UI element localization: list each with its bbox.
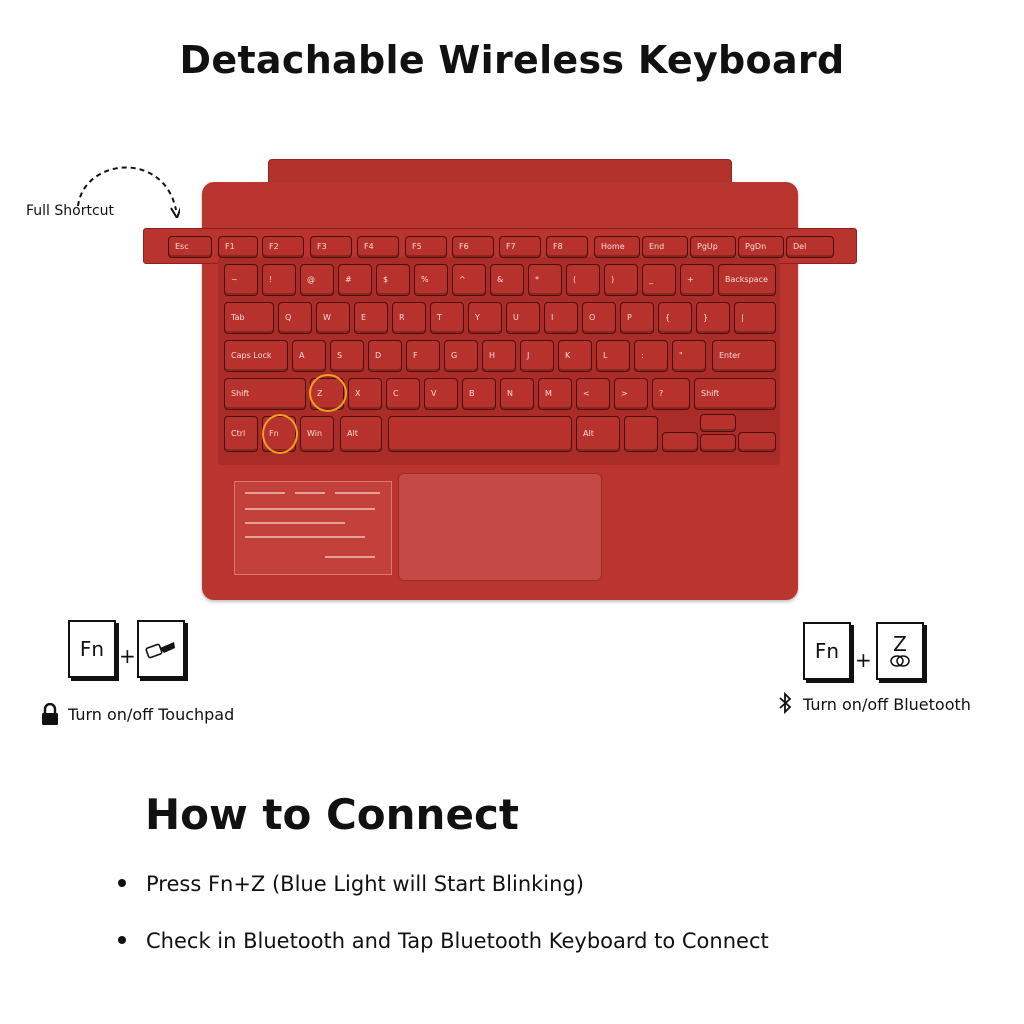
- key-v: V: [424, 378, 458, 410]
- key-p: P: [620, 302, 654, 334]
- key-i: I: [544, 302, 578, 334]
- bullet-icon: [118, 936, 126, 944]
- key-pgdn: PgDn: [738, 236, 784, 258]
- key-t: T: [430, 302, 464, 334]
- key-9: (: [566, 264, 600, 296]
- fn-key-highlight: [262, 414, 298, 454]
- key-greater-than: >: [614, 378, 648, 410]
- key-r: R: [392, 302, 426, 334]
- key-arrow-right: [738, 432, 776, 452]
- key-arrow-up: [700, 414, 736, 432]
- touchpad: [398, 473, 602, 581]
- key-8: *: [528, 264, 562, 296]
- key-4: $: [376, 264, 410, 296]
- key-3: #: [338, 264, 372, 296]
- key-right-alt: Alt: [576, 416, 620, 452]
- key-d: D: [368, 340, 402, 372]
- touchpad-keycap: [137, 620, 185, 678]
- key-colon: :: [634, 340, 668, 372]
- z-key-highlight: [309, 374, 347, 412]
- fn-keycap-bluetooth: Fn: [803, 622, 851, 680]
- key-u: U: [506, 302, 540, 334]
- key-question: ?: [652, 378, 690, 410]
- key-o: O: [582, 302, 616, 334]
- key-s: S: [330, 340, 364, 372]
- key-f: F: [406, 340, 440, 372]
- key-f6: F6: [452, 236, 494, 258]
- key-minus: _: [642, 264, 676, 296]
- key-quote: ": [672, 340, 706, 372]
- lock-icon: [41, 703, 59, 725]
- bullet-icon: [118, 879, 126, 887]
- key-arrow-down: [700, 434, 736, 452]
- key-left-shift: Shift: [224, 378, 306, 410]
- key-f5: F5: [405, 236, 447, 258]
- key-f2: F2: [262, 236, 304, 258]
- key-pgup: PgUp: [690, 236, 736, 258]
- list-item: Check in Bluetooth and Tap Bluetooth Keyboard to Connect: [118, 929, 769, 953]
- z-keycap: Z: [876, 622, 924, 680]
- key-h: H: [482, 340, 516, 372]
- key-enter: Enter: [712, 340, 776, 372]
- bluetooth-shortcut-description: Turn on/off Bluetooth: [803, 695, 971, 714]
- key-right-shift: Shift: [694, 378, 776, 410]
- key-7: &: [490, 264, 524, 296]
- key-g: G: [444, 340, 478, 372]
- key-space: [388, 416, 572, 452]
- key-j: J: [520, 340, 554, 372]
- key-left-brace: {: [658, 302, 692, 334]
- bluetooth-link-icon: [889, 654, 911, 668]
- plus-sign: +: [119, 644, 136, 668]
- key-k: K: [558, 340, 592, 372]
- key-6: ^: [452, 264, 486, 296]
- key-right-brace: }: [696, 302, 730, 334]
- key-end: End: [642, 236, 688, 258]
- key-f8: F8: [546, 236, 588, 258]
- key-x: X: [348, 378, 382, 410]
- key-less-than: <: [576, 378, 610, 410]
- key-menu: [624, 416, 658, 452]
- full-shortcut-label: Full Shortcut: [26, 203, 115, 219]
- key-tab: Tab: [224, 302, 274, 334]
- key-c: C: [386, 378, 420, 410]
- key-0: ): [604, 264, 638, 296]
- key-2: @: [300, 264, 334, 296]
- page-title: Detachable Wireless Keyboard: [179, 38, 845, 82]
- bluetooth-icon: [778, 692, 792, 714]
- key-del: Del: [786, 236, 834, 258]
- key-plus: +: [680, 264, 714, 296]
- key-arrow-left: [662, 432, 698, 452]
- key-w: W: [316, 302, 350, 334]
- key-fn: Fn: [262, 416, 296, 452]
- key-n: N: [500, 378, 534, 410]
- key-esc: Esc: [168, 236, 212, 258]
- key-left-alt: Alt: [340, 416, 382, 452]
- key-backspace: Backspace: [718, 264, 776, 296]
- key-tilde: ~: [224, 264, 258, 296]
- key-q: Q: [278, 302, 312, 334]
- key-y: Y: [468, 302, 502, 334]
- fn-keycap: Fn: [68, 620, 116, 678]
- key-m: M: [538, 378, 572, 410]
- touchpad-shortcut-description: Turn on/off Touchpad: [68, 705, 235, 724]
- key-b: B: [462, 378, 496, 410]
- key-z: Z: [310, 378, 344, 410]
- plus-sign-bluetooth: +: [855, 648, 872, 672]
- key-a: A: [292, 340, 326, 372]
- list-item: Press Fn+Z (Blue Light will Start Blinking): [118, 872, 584, 896]
- key-5: %: [414, 264, 448, 296]
- touchpad-toggle-icon: [144, 638, 178, 660]
- key-win: Win: [300, 416, 334, 452]
- keyboard-sticker: [234, 481, 392, 575]
- key-caps-lock: Caps Lock: [224, 340, 288, 372]
- key-home: Home: [594, 236, 640, 258]
- how-to-connect-title: How to Connect: [145, 790, 519, 839]
- key-l: L: [596, 340, 630, 372]
- key-pipe: |: [734, 302, 776, 334]
- key-f1: F1: [218, 236, 258, 258]
- key-e: E: [354, 302, 388, 334]
- key-ctrl: Ctrl: [224, 416, 258, 452]
- key-f7: F7: [499, 236, 541, 258]
- key-1: !: [262, 264, 296, 296]
- key-f4: F4: [357, 236, 399, 258]
- key-f3: F3: [310, 236, 352, 258]
